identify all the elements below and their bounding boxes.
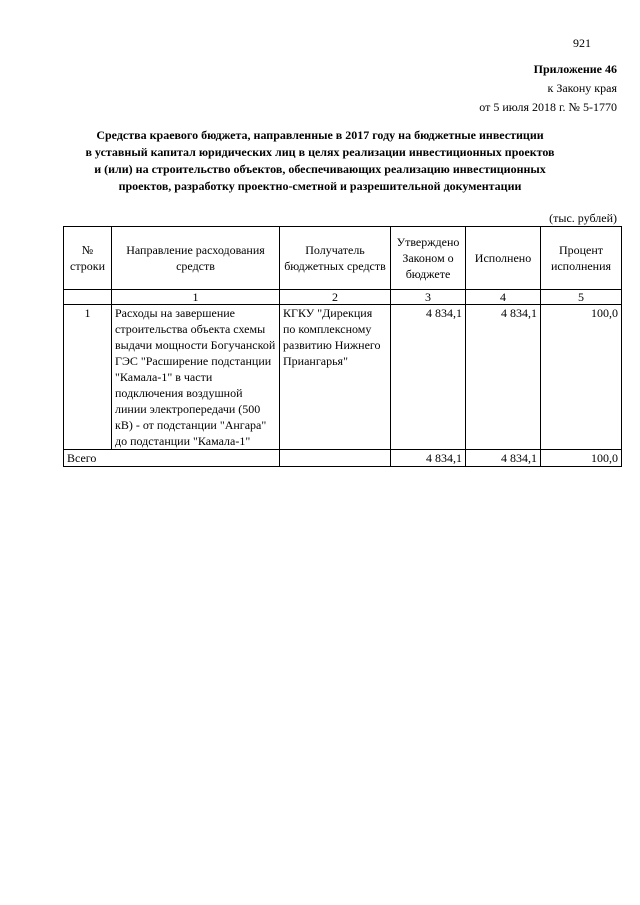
header-row-number: № строки bbox=[64, 227, 112, 290]
document-title-line: в уставный капитал юридических лиц в целях реализации инвестиционных проектов bbox=[85, 145, 555, 159]
page-number: 921 bbox=[573, 36, 591, 50]
appendix-law-ref: к Закону края bbox=[547, 81, 617, 95]
total-label: Всего bbox=[64, 450, 280, 467]
document-title bbox=[60, 127, 580, 195]
header-recipient: Получатель бюджетных средств bbox=[280, 227, 391, 290]
row-executed: 4 834,1 bbox=[466, 305, 541, 450]
units-label: (тыс. рублей) bbox=[549, 211, 617, 225]
total-approved: 4 834,1 bbox=[391, 450, 466, 467]
header-executed: Исполнено bbox=[466, 227, 541, 290]
row-percent: 100,0 bbox=[541, 305, 622, 450]
appendix-law-date: от 5 июля 2018 г. № 5-1770 bbox=[479, 100, 617, 114]
column-number bbox=[64, 290, 112, 305]
document-title-line: проектов, разработку проектно-сметной и разрешительной документации bbox=[118, 179, 522, 193]
header-direction: Направление расходования средств bbox=[112, 227, 280, 290]
header-approved: Утверждено Законом о бюджете bbox=[391, 227, 466, 290]
document-title-line: Средства краевого бюджета, направленные в 2017 году на бюджетные инвестиции bbox=[96, 128, 544, 142]
table-row bbox=[64, 305, 622, 450]
appendix-title: Приложение 46 bbox=[533, 62, 617, 76]
total-percent: 100,0 bbox=[541, 450, 622, 467]
column-number: 3 bbox=[391, 290, 466, 305]
row-recipient: КГКУ "Дирекция по комплексному развитию Нижнего Приангарья" bbox=[280, 305, 391, 450]
header-percent: Процент исполнения bbox=[541, 227, 622, 290]
row-number: 1 bbox=[64, 305, 112, 450]
column-number: 5 bbox=[541, 290, 622, 305]
column-number: 4 bbox=[466, 290, 541, 305]
total-recipient bbox=[280, 450, 391, 467]
row-direction: Расходы на завершение строительства объекта схемы выдачи мощности Богучанской ГЭС "Расширение подстанции "Камала-1" в части подключения воздушной линии электропередачи (500 кВ) - от подстанции "Ангара" до подстанции "Камала-1" bbox=[112, 305, 280, 450]
total-executed: 4 834,1 bbox=[466, 450, 541, 467]
column-numbers-row bbox=[64, 290, 622, 305]
appendix-block bbox=[479, 60, 617, 117]
row-approved: 4 834,1 bbox=[391, 305, 466, 450]
document-title-line: и (или) на строительство объектов, обеспечивающих реализацию инвестиционных bbox=[94, 162, 546, 176]
column-number: 2 bbox=[280, 290, 391, 305]
table-header bbox=[64, 227, 622, 290]
budget-table bbox=[63, 226, 622, 467]
header-row bbox=[64, 227, 622, 290]
column-number: 1 bbox=[112, 290, 280, 305]
total-row bbox=[64, 450, 622, 467]
table-body bbox=[64, 290, 622, 467]
